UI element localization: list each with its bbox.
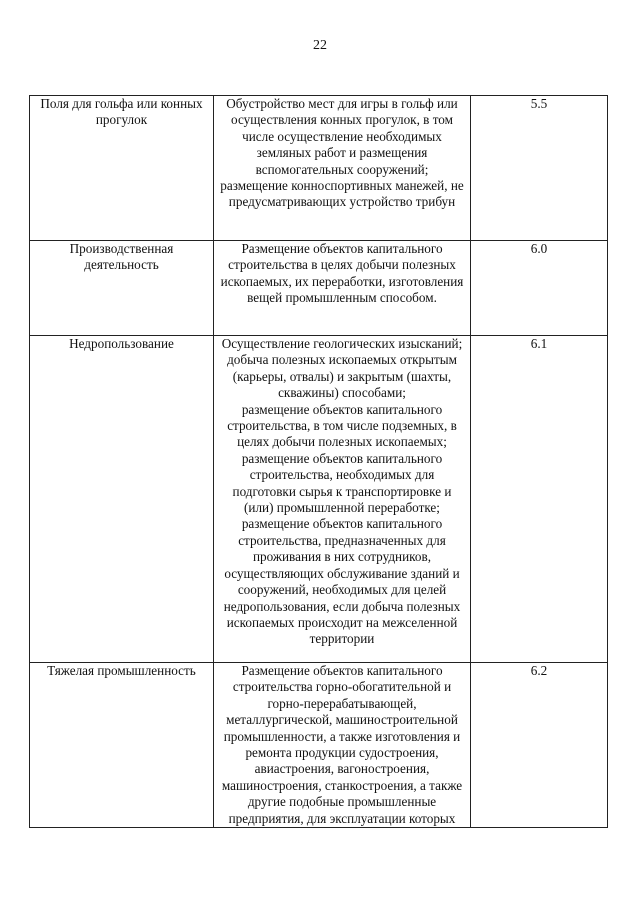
use-code: 6.1 [530,336,548,351]
use-name-cell [30,241,214,336]
use-name: Недропользование [69,336,174,351]
description-line: Обустройство мест для игры в гольф или осуществления конных прогулок, в том числе осуществление необходимых земляных работ и размещения вспомогательных сооружений; [226,96,458,177]
description-line: Размещение объектов капитального строительства горно-обогатительной и горно-перерабатывающей, металлургической, машиностроительной промышленности, а также изготовления и ремонта продукции судостроения, авиастроения, вагоностроения, машиностроения, станкостроения, а также другие подобные промышленные предприятия, для эксплуатации которых [221,663,463,826]
use-code-cell [471,241,608,336]
description-line: добыча полезных ископаемых открытым (карьеры, отвалы) и закрытым (шахты, скважины) способами; [227,352,457,401]
use-code: 6.0 [530,241,548,256]
table-row [30,336,608,663]
table-row [30,241,608,336]
use-code: 5.5 [530,96,548,111]
description-line: Осуществление геологических изысканий; [221,336,463,351]
use-name-cell [30,663,214,828]
use-code-cell [471,96,608,241]
use-name: Тяжелая промышленность [47,663,196,678]
use-code: 6.2 [530,663,548,678]
page-number: 22 [313,38,327,53]
use-name: Поля для гольфа или конных прогулок [40,96,203,128]
use-description-cell [214,96,471,241]
use-description-cell [214,336,471,663]
use-name-cell [30,336,214,663]
use-code-cell [471,336,608,663]
description-line: размещение объектов капитального строительства, в том числе подземных, в целях добычи полезных ископаемых; [227,401,457,450]
land-use-table [29,95,608,828]
use-name: Производственная деятельность [69,241,174,273]
use-code-cell [471,663,608,828]
description-line: размещение объектов капитального строительства, необходимых для подготовки сырья к транспортировке и (или) промышленной переработке; [232,450,452,516]
use-description-cell [214,241,471,336]
use-name-cell [30,96,214,241]
table-row [30,96,608,241]
description-line: размещение конноспортивных манежей, не предусматривающих устройство трибун [220,178,464,210]
use-description-cell [214,663,471,828]
description-line: Размещение объектов капитального строительства в целях добычи полезных ископаемых, их переработки, изготовления вещей промышленным способом. [220,241,464,306]
description-line: размещение объектов капитального строительства, предназначенных для проживания в них сотрудников, осуществляющих обслуживание зданий и сооружений, необходимых для целей недропользования, если добыча полезных ископаемых происходит на межселенной территории [223,516,461,647]
table-row [30,663,608,828]
